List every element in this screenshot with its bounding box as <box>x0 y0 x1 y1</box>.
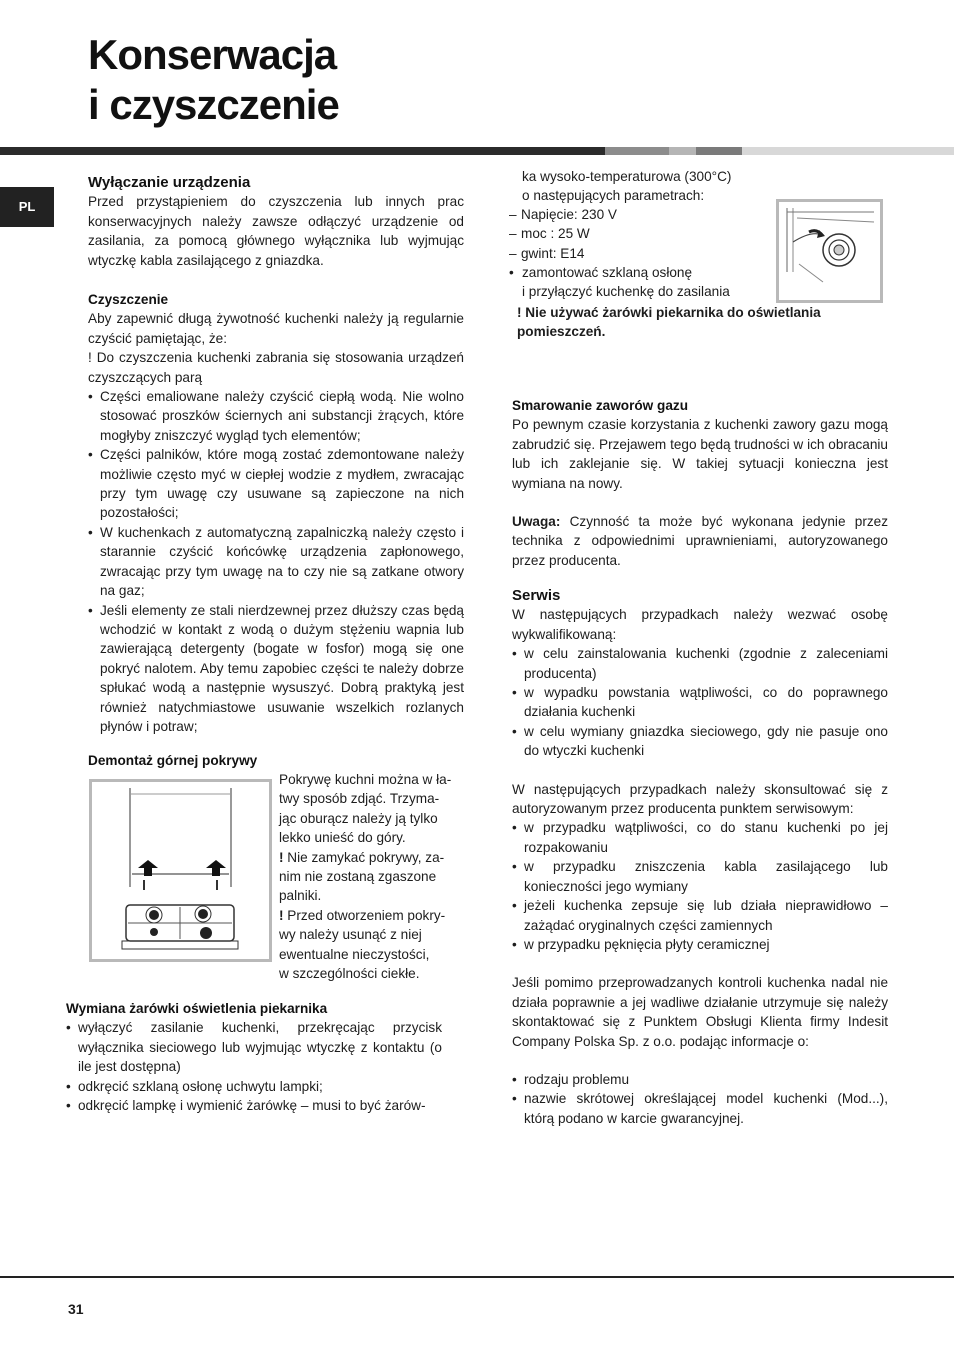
list-item: • wyłączyć zasilanie kuchenki, przekręcając przycisk wyłącznika sieciowego lub wyjmując wtyczkę z kontaktu (o ile jest dostępna) <box>66 1018 442 1076</box>
text-line: palniki. <box>279 888 322 904</box>
paragraph: Jeśli pomimo przeprowadzanych kontroli kuchenka nadal nie działa poprawnie a jej wadliwe działanie utrzymuje się należy skontaktować się z Punktem Obsługi Klienta firmy Indesit Company Polska Sp. z o.o. podając informacje o: <box>512 975 888 1049</box>
cleaning-list <box>88 387 464 736</box>
page-title <box>88 30 339 130</box>
list-item: • Części emaliowane należy czyścić ciepłą wodą. Nie wolno stosować proszków ściernych ani substancji żrących, które mogłyby zniszczyć wygląd tych elementów; <box>88 387 464 445</box>
bulb-steps-list <box>66 1018 442 1115</box>
header-rule-segment <box>669 147 696 155</box>
section-heading: Czyszczenie <box>88 292 169 307</box>
section-service <box>512 586 888 1128</box>
header-rule-light <box>742 147 954 155</box>
warning-mark: ! <box>279 907 284 923</box>
parameter-item: – moc : 25 W <box>509 224 769 243</box>
lamp-illustration <box>776 199 883 303</box>
bulb-warning: ! Nie używać żarówki piekarnika do oświetlania pomieszczeń. <box>517 305 821 340</box>
consult-list <box>512 818 888 954</box>
text-line: nim nie zostaną zgaszone <box>279 869 437 885</box>
list-item: • Części palników, które mogą zostać zdemontowane należy możliwie często myć w ciepłej wodzie z mydłem, zwracając przy tym uwagę czy usuwane są zapieczone na nich pozostałości; <box>88 445 464 523</box>
list-item: • jeżeli kuchenka zepsuje się lub działa nieprawidłowo – zażądać oryginalnych części zamiennych <box>512 896 888 935</box>
text-line: w szczególności ciekłe. <box>279 966 420 982</box>
title-line-2: i czyszczenie <box>88 81 339 128</box>
warning-line: ! Nie zamykać pokrywy, za- <box>279 849 445 865</box>
paragraph: W następujących przypadkach należy skonsultować się z autoryzowanym przez producenta punktem serwisowym: <box>512 781 888 817</box>
text-line: Pokrywę kuchni można w ła- <box>279 772 452 787</box>
oven-lamp-drawing <box>779 202 880 300</box>
text-line: jąc oburącz należy ją tylko <box>279 810 438 826</box>
list-item: • Jeśli elementy ze stali nierdzewnej przez dłuższy czas będą wchodzić w kontakt z wodą o dużym stężeniu wapnia lub zawierającą detergenty (bogate w fosfor) mogą się one pokryć nalotem. Aby temu zapobiec części te należy dobrze spłukać wodą a następnie wysuszyć. Dobrą praktyką jest również natychmiastowe usuwanie wszelkich rozlanych płynów i potraw; <box>88 601 464 737</box>
text-line: ka wysoko-temperaturowa (300°C) <box>522 169 732 184</box>
language-tab: PL <box>0 187 54 227</box>
warning-text: ! Do czyszczenia kuchenki zabrania się stosowania urządzeń czyszczących parą <box>88 350 464 385</box>
note-paragraph: Uwaga: Czynność ta może być wykonana jedynie przez technika z odpowiednimi uprawnieniami, autoryzowanego przez producenta. <box>512 514 888 568</box>
list-item: • w celu wymiany gniazdka sieciowego, gdy nie pasuje ono do wtyczki kuchenki <box>512 722 888 761</box>
parameter-item: – Napięcie: 230 V <box>509 205 769 224</box>
section-gas-valves <box>512 396 888 570</box>
text-line: o następujących parametrach: <box>522 188 705 204</box>
text-line: lekko unieść do góry. <box>279 830 406 846</box>
footer-rule <box>0 1276 954 1278</box>
cover-removal-illustration <box>89 779 272 962</box>
paragraph: Przed przystąpieniem do czyszczenia lub innych prac konserwacyjnych należy zawsze odłączyć urządzenie od zasilania, za pomocą głównego wyłącznika lub wyjmując wtyczkę kabla zasilającego z gniazdka. <box>88 194 464 268</box>
header-rule-segment <box>605 147 669 155</box>
service-list <box>512 644 888 760</box>
paragraph: W następujących przypadkach należy wezwać osobę wykwalifikowaną: <box>512 607 888 642</box>
list-item: • odkręcić szklaną osłonę uchwytu lampki; <box>66 1077 442 1096</box>
info-list <box>512 1070 888 1128</box>
list-item: • w wypadku powstania wątpliwości, co do poprawnego działania kuchenki <box>512 683 888 722</box>
section-heading: Wyłączanie urządzenia <box>88 174 251 191</box>
section-heading: Demontaż górnej pokrywy <box>88 753 258 768</box>
header-rule-dark <box>0 147 605 155</box>
warning-line: ! Przed otworzeniem pokry- <box>279 907 446 923</box>
section-power-off <box>88 173 464 270</box>
page-number: 31 <box>68 1301 84 1317</box>
bulb-final-step: • zamontować szklaną osłonę i przyłączyć kuchenkę do zasilania <box>509 263 769 302</box>
text-line: twy sposób zdjąć. Trzyma- <box>279 791 440 807</box>
list-item: • odkręcić lampkę i wymienić żarówkę – musi to być żarów- <box>66 1096 442 1115</box>
paragraph: Aby zapewnić długą żywotność kuchenki należy ją regularnie czyścić pamiętając, że: <box>88 311 464 346</box>
text-line: wy należy usunąć z niej <box>279 927 422 943</box>
list-item: • w celu zainstalowania kuchenki (zgodnie z zaleceniami producenta) <box>512 644 888 683</box>
list-item: • W kuchenkach z automatyczną zapalniczką należy często i starannie czyścić końcówkę urządzenia zapłonowego, zwracając przy tym uwagę na to czy nie są zatkane otwory na gaz; <box>88 523 464 601</box>
title-line-1: Konserwacja <box>88 31 337 78</box>
cover-removal-text <box>279 770 469 983</box>
section-bulb-replacement <box>66 999 442 1115</box>
paragraph: Po pewnym czasie korzystania z kuchenki zawory gazu mogą zabrudzić się. Przejawem tego będą trudności w ich obracaniu lub ich zaklejanie się. W takiej sytuacji konieczna jest wymiana na nowy. <box>512 417 888 491</box>
section-heading: Smarowanie zaworów gazu <box>512 398 689 413</box>
parameter-item: – gwint: E14 <box>509 244 769 263</box>
text-line: zamontować szklaną osłonę <box>522 265 693 280</box>
text-line: i przyłączyć kuchenkę do zasilania <box>522 284 730 300</box>
note-label: Uwaga: <box>512 514 561 530</box>
list-item: • w przypadku pęknięcia płyty ceramicznej <box>512 935 888 954</box>
bulb-continued <box>522 167 782 206</box>
list-item: • w przypadku zniszczenia kabla zasilającego lub konieczności jego wymiany <box>512 857 888 896</box>
list-item: • w przypadku wątpliwości, co do stanu kuchenki po jej rozpakowaniu <box>512 818 888 857</box>
warning-mark: ! <box>279 849 284 865</box>
section-cleaning <box>88 290 464 736</box>
list-item: • rodzaju problemu <box>512 1070 888 1089</box>
text-line: ewentualne nieczystości, <box>279 946 430 962</box>
bulb-parameters <box>509 205 769 263</box>
section-heading: Wymiana żarówki oświetlenia piekarnika <box>66 1001 328 1016</box>
header-rule-segment <box>696 147 742 155</box>
section-heading: Serwis <box>512 587 561 604</box>
list-item: • nazwie skrótowej określającej model kuchenki (Mod...), którą podano w karcie gwarancyjnej. <box>512 1089 888 1128</box>
cooktop-drawing <box>92 782 269 959</box>
